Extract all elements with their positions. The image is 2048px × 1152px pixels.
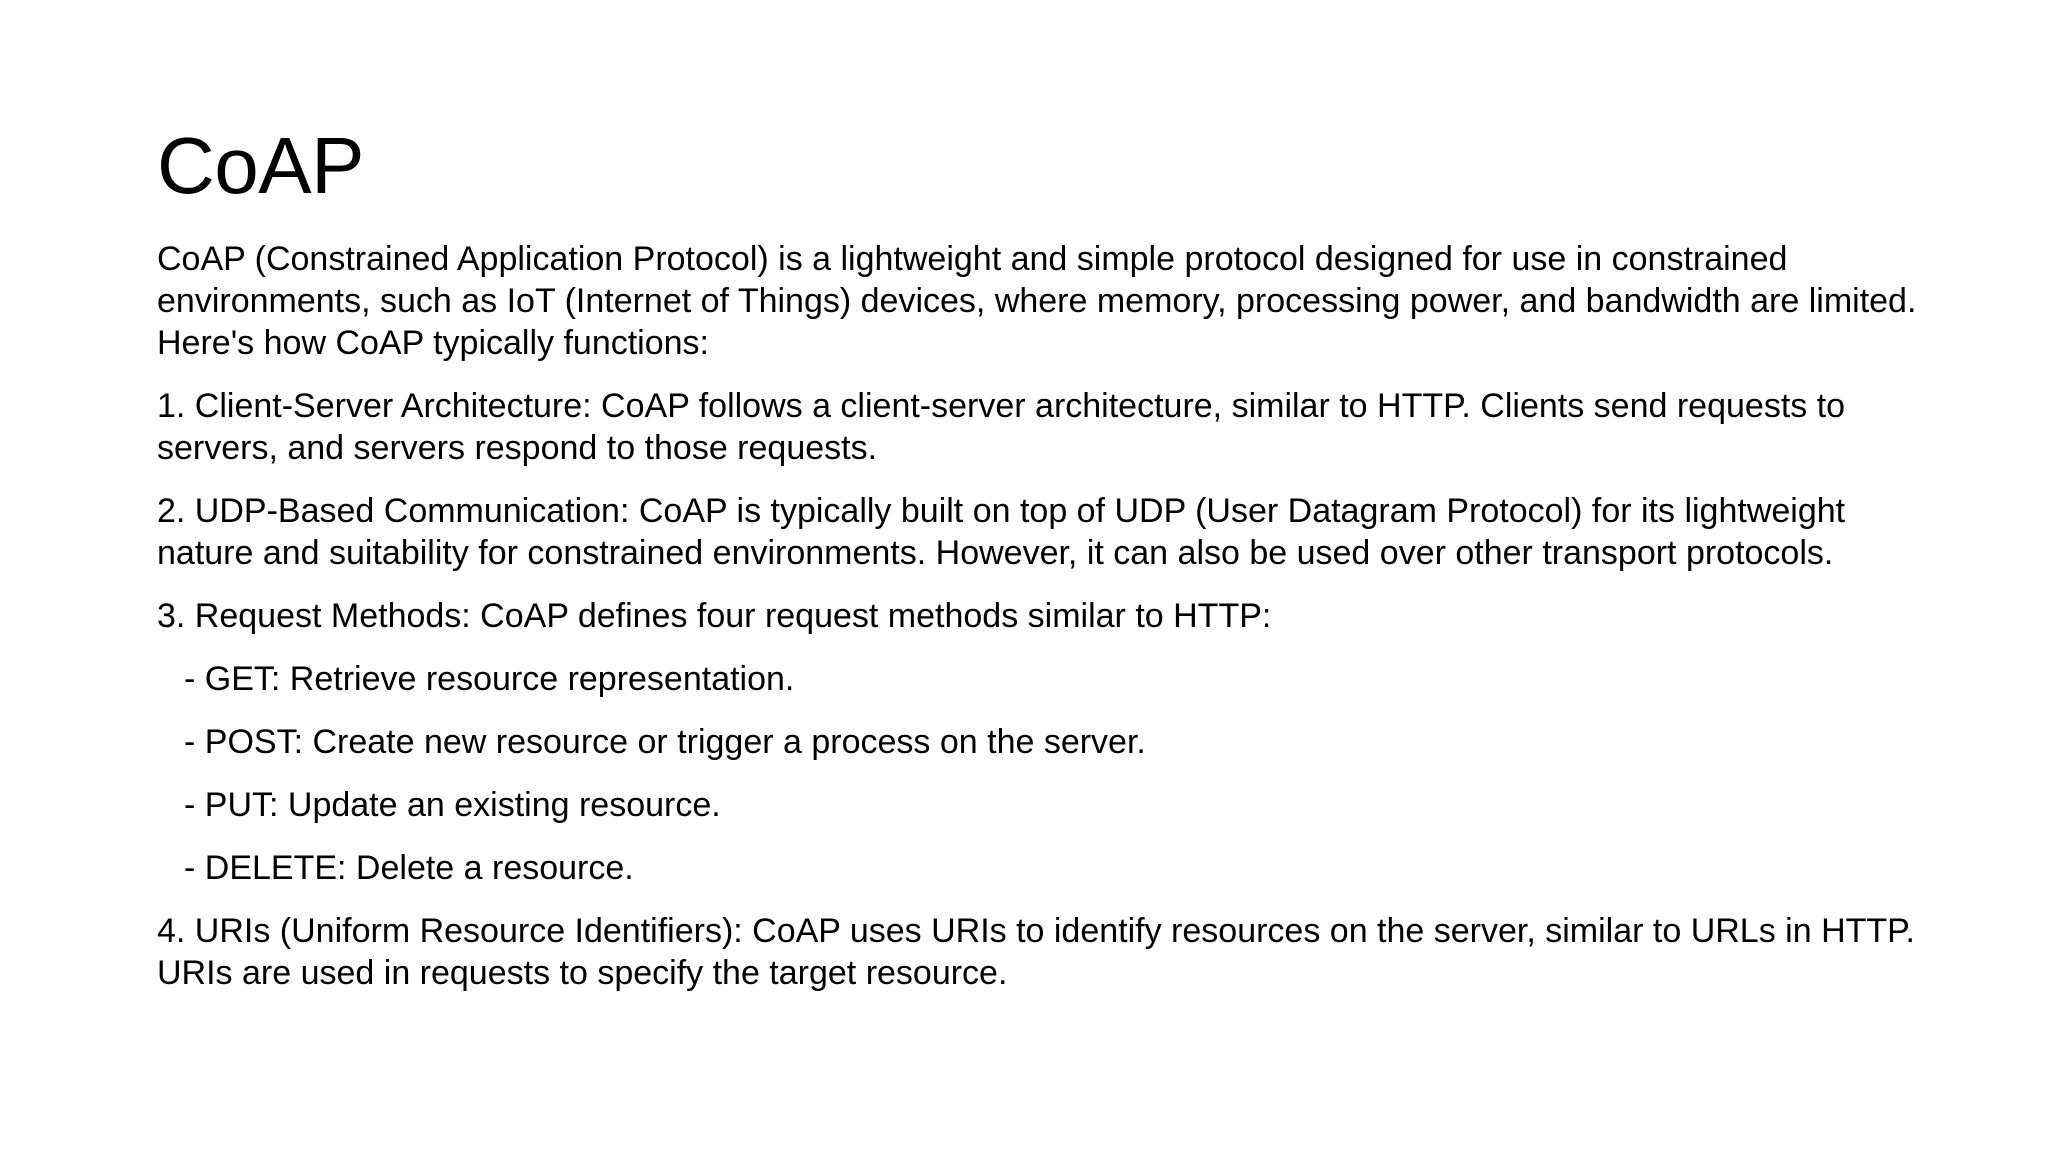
point-udp-communication: 2. UDP-Based Communication: CoAP is typically built on top of UDP (User Datagram Protocol) for its lightweight nature and suitability for constrained environments. However, it can also be used over other transport protocols. [157, 492, 1846, 572]
method-get: - GET: Retrieve resource representation. [184, 660, 795, 698]
point-request-methods: 3. Request Methods: CoAP defines four request methods similar to HTTP: [157, 597, 1272, 635]
method-post: - POST: Create new resource or trigger a process on the server. [184, 723, 1146, 761]
method-put: - PUT: Update an existing resource. [184, 786, 721, 824]
slide-body [157, 238, 1917, 1015]
intro-paragraph: CoAP (Constrained Application Protocol) is a lightweight and simple protocol designed for use in constrained environments, such as IoT (Internet of Things) devices, where memory, processing power, and bandwidth are limited. Here's how CoAP typically functions: [157, 240, 1917, 362]
point-uris: 4. URIs (Uniform Resource Identifiers): CoAP uses URIs to identify resources on the server, similar to URLs in HTTP. URIs are used in requests to specify the target resource. [157, 912, 1915, 992]
point-client-server: 1. Client-Server Architecture: CoAP follows a client-server architecture, similar to HTTP. Clients send requests to servers, and servers respond to those requests. [157, 387, 1846, 467]
slide-title: CoAP [157, 121, 364, 210]
method-delete: - DELETE: Delete a resource. [184, 849, 634, 887]
